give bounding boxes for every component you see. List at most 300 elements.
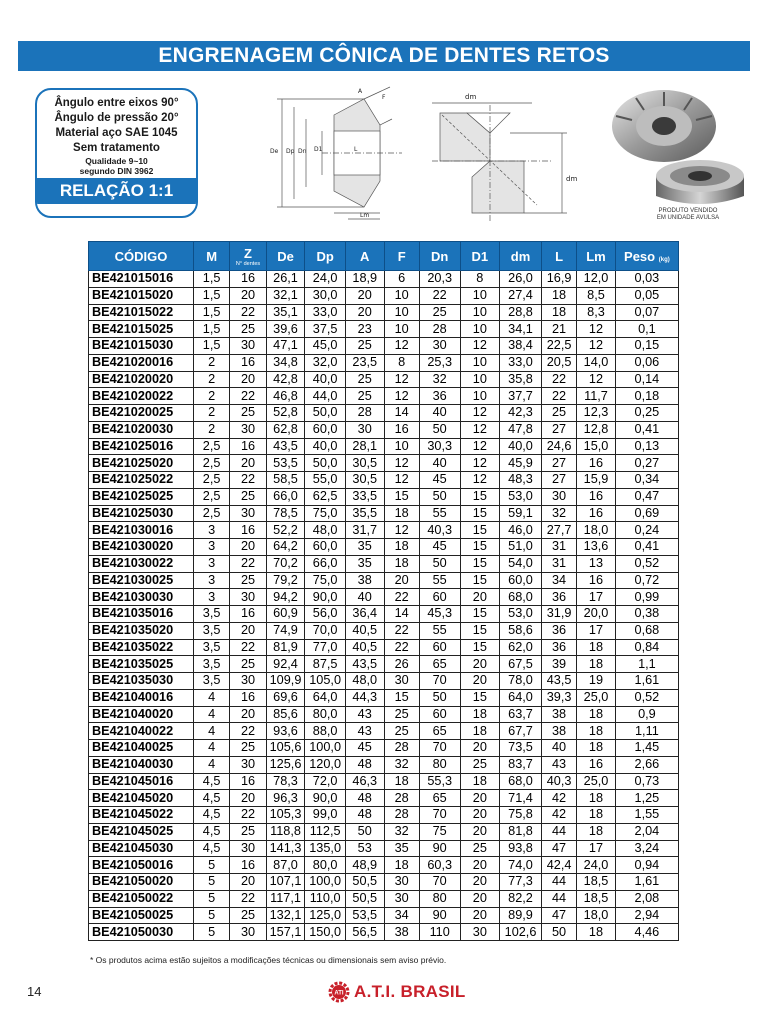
cell-code: BE421020022 bbox=[89, 388, 194, 405]
cell-code: BE421040016 bbox=[89, 689, 194, 706]
cell-value: 24,0 bbox=[577, 857, 616, 874]
cell-value: 1,61 bbox=[615, 673, 678, 690]
cell-value: 74,9 bbox=[266, 622, 305, 639]
cell-value: 55,0 bbox=[305, 472, 346, 489]
cell-value: 22 bbox=[541, 388, 576, 405]
cell-value: 53 bbox=[345, 840, 384, 857]
cell-value: 50,0 bbox=[305, 455, 346, 472]
cell-value: 63,7 bbox=[500, 706, 542, 723]
cell-code: BE421040020 bbox=[89, 706, 194, 723]
cell-value: 28,1 bbox=[345, 438, 384, 455]
cell-value: 25 bbox=[345, 338, 384, 355]
cell-value: 0,25 bbox=[615, 405, 678, 422]
cell-value: 77,3 bbox=[500, 874, 542, 891]
svg-text:ATI: ATI bbox=[334, 990, 344, 997]
label-f: F bbox=[382, 94, 386, 101]
table-row bbox=[89, 790, 679, 807]
table-row bbox=[89, 572, 679, 589]
cell-code: BE421035020 bbox=[89, 622, 194, 639]
cell-value: 18,0 bbox=[577, 907, 616, 924]
cell-value: 15,9 bbox=[577, 472, 616, 489]
cell-value: 46,0 bbox=[500, 522, 542, 539]
cell-value: 38 bbox=[384, 924, 419, 941]
cell-value: 8,3 bbox=[577, 304, 616, 321]
cell-value: 25 bbox=[230, 907, 266, 924]
cell-value: 0,52 bbox=[615, 555, 678, 572]
cell-value: 3,24 bbox=[615, 840, 678, 857]
cell-value: 60 bbox=[419, 589, 460, 606]
cell-code: BE421045025 bbox=[89, 823, 194, 840]
cell-value: 15 bbox=[460, 639, 500, 656]
cell-value: 12,3 bbox=[577, 405, 616, 422]
cell-value: 3,5 bbox=[193, 656, 229, 673]
cell-code: BE421050020 bbox=[89, 874, 194, 891]
cell-value: 0,41 bbox=[615, 539, 678, 556]
header-dp: Dp bbox=[305, 242, 346, 271]
cell-value: 90 bbox=[419, 907, 460, 924]
cell-value: 3 bbox=[193, 589, 229, 606]
cell-value: 64,0 bbox=[305, 689, 346, 706]
cell-value: 96,3 bbox=[266, 790, 305, 807]
table-row bbox=[89, 639, 679, 656]
cell-value: 3,5 bbox=[193, 606, 229, 623]
cell-code: BE421025022 bbox=[89, 472, 194, 489]
cell-value: 75,0 bbox=[305, 505, 346, 522]
cell-value: 18 bbox=[577, 823, 616, 840]
label-d1: D1 bbox=[314, 146, 323, 153]
cell-value: 28 bbox=[345, 405, 384, 422]
cell-value: 66,0 bbox=[266, 488, 305, 505]
table-row bbox=[89, 857, 679, 874]
cell-value: 37,7 bbox=[500, 388, 542, 405]
cell-value: 8,5 bbox=[577, 287, 616, 304]
cell-value: 16 bbox=[230, 689, 266, 706]
cell-value: 46,3 bbox=[345, 773, 384, 790]
cell-value: 77,0 bbox=[305, 639, 346, 656]
cell-value: 59,1 bbox=[500, 505, 542, 522]
cell-code: BE421030022 bbox=[89, 555, 194, 572]
cell-value: 58,5 bbox=[266, 472, 305, 489]
cell-value: 30 bbox=[230, 338, 266, 355]
cell-value: 4,5 bbox=[193, 790, 229, 807]
cell-value: 56,5 bbox=[345, 924, 384, 941]
cell-value: 45 bbox=[345, 740, 384, 757]
cell-value: 42,4 bbox=[541, 857, 576, 874]
label-a: A bbox=[358, 88, 363, 95]
cell-value: 53,0 bbox=[500, 488, 542, 505]
table-row bbox=[89, 287, 679, 304]
cell-value: 20 bbox=[384, 572, 419, 589]
cell-value: 10 bbox=[460, 321, 500, 338]
page-number: 14 bbox=[27, 984, 42, 999]
cell-value: 47 bbox=[541, 907, 576, 924]
cell-value: 80,0 bbox=[305, 706, 346, 723]
cell-value: 109,9 bbox=[266, 673, 305, 690]
cell-value: 48 bbox=[345, 807, 384, 824]
cell-value: 16 bbox=[230, 773, 266, 790]
cell-value: 25,0 bbox=[577, 689, 616, 706]
cell-value: 55 bbox=[419, 622, 460, 639]
cell-value: 18 bbox=[577, 924, 616, 941]
cell-value: 42,8 bbox=[266, 371, 305, 388]
table-row bbox=[89, 823, 679, 840]
cell-value: 27 bbox=[541, 421, 576, 438]
table-row bbox=[89, 472, 679, 489]
header-d1: D1 bbox=[460, 242, 500, 271]
cell-value: 10 bbox=[460, 354, 500, 371]
cell-value: 48,3 bbox=[500, 472, 542, 489]
cell-value: 35 bbox=[384, 840, 419, 857]
cell-value: 22,5 bbox=[541, 338, 576, 355]
cell-value: 1,11 bbox=[615, 723, 678, 740]
cell-value: 42 bbox=[541, 790, 576, 807]
cell-value: 15 bbox=[384, 689, 419, 706]
cell-value: 20 bbox=[230, 371, 266, 388]
header-de: De bbox=[266, 242, 305, 271]
cell-value: 80 bbox=[419, 756, 460, 773]
cell-value: 30 bbox=[230, 924, 266, 941]
cell-value: 62,8 bbox=[266, 421, 305, 438]
cell-value: 18 bbox=[384, 555, 419, 572]
cell-value: 1,45 bbox=[615, 740, 678, 757]
cell-value: 0,99 bbox=[615, 589, 678, 606]
header-dn: Dn bbox=[419, 242, 460, 271]
table-row bbox=[89, 338, 679, 355]
cell-value: 18 bbox=[460, 723, 500, 740]
cell-value: 70 bbox=[419, 740, 460, 757]
spec-quality: Qualidade 9~10 bbox=[85, 156, 148, 166]
cell-value: 157,1 bbox=[266, 924, 305, 941]
cell-value: 20 bbox=[460, 656, 500, 673]
cell-value: 4 bbox=[193, 689, 229, 706]
cell-value: 12 bbox=[577, 321, 616, 338]
cell-value: 25,3 bbox=[419, 354, 460, 371]
cell-value: 15 bbox=[460, 505, 500, 522]
cell-value: 36 bbox=[541, 589, 576, 606]
cell-value: 27,7 bbox=[541, 522, 576, 539]
cell-value: 40,0 bbox=[305, 371, 346, 388]
cell-value: 22 bbox=[384, 622, 419, 639]
cell-value: 16 bbox=[577, 505, 616, 522]
table-row bbox=[89, 622, 679, 639]
cell-value: 35,1 bbox=[266, 304, 305, 321]
cell-value: 30 bbox=[541, 488, 576, 505]
cell-value: 93,6 bbox=[266, 723, 305, 740]
cell-value: 12 bbox=[460, 405, 500, 422]
cell-value: 31 bbox=[541, 555, 576, 572]
cell-value: 27 bbox=[541, 455, 576, 472]
cell-value: 43,5 bbox=[266, 438, 305, 455]
cell-value: 20 bbox=[460, 589, 500, 606]
table-row bbox=[89, 421, 679, 438]
cell-value: 125,0 bbox=[305, 907, 346, 924]
cell-value: 1,55 bbox=[615, 807, 678, 824]
table-row bbox=[89, 271, 679, 288]
cell-value: 85,6 bbox=[266, 706, 305, 723]
cell-code: BE421035025 bbox=[89, 656, 194, 673]
cell-code: BE421020025 bbox=[89, 405, 194, 422]
cell-code: BE421030020 bbox=[89, 539, 194, 556]
cell-value: 30 bbox=[384, 890, 419, 907]
cell-value: 12 bbox=[384, 472, 419, 489]
cell-value: 0,06 bbox=[615, 354, 678, 371]
cell-value: 75,8 bbox=[500, 807, 542, 824]
cell-value: 28,8 bbox=[500, 304, 542, 321]
cell-value: 3 bbox=[193, 555, 229, 572]
cell-value: 102,6 bbox=[500, 924, 542, 941]
cell-value: 50,5 bbox=[345, 890, 384, 907]
cell-code: BE421020016 bbox=[89, 354, 194, 371]
cell-value: 18,0 bbox=[577, 522, 616, 539]
table-row bbox=[89, 522, 679, 539]
cell-value: 33,0 bbox=[305, 304, 346, 321]
cell-value: 68,0 bbox=[500, 589, 542, 606]
table-body bbox=[89, 271, 679, 941]
cell-code: BE421040022 bbox=[89, 723, 194, 740]
cell-value: 32,1 bbox=[266, 287, 305, 304]
table-row bbox=[89, 706, 679, 723]
cell-value: 32,0 bbox=[305, 354, 346, 371]
cell-value: 36 bbox=[419, 388, 460, 405]
cell-value: 16 bbox=[230, 522, 266, 539]
cell-value: 20 bbox=[460, 907, 500, 924]
spec-box bbox=[35, 88, 198, 218]
cell-value: 74,0 bbox=[500, 857, 542, 874]
cell-value: 20 bbox=[460, 790, 500, 807]
cell-value: 24,6 bbox=[541, 438, 576, 455]
cell-value: 22 bbox=[230, 472, 266, 489]
table-row bbox=[89, 656, 679, 673]
spec-standard: segundo DIN 3962 bbox=[79, 166, 154, 176]
cell-value: 68,0 bbox=[500, 773, 542, 790]
cell-value: 25 bbox=[230, 488, 266, 505]
cell-value: 22 bbox=[230, 890, 266, 907]
cell-value: 118,8 bbox=[266, 823, 305, 840]
table-row bbox=[89, 555, 679, 572]
cell-value: 110,0 bbox=[305, 890, 346, 907]
cell-value: 5 bbox=[193, 890, 229, 907]
cell-value: 25 bbox=[384, 723, 419, 740]
cell-value: 60,0 bbox=[500, 572, 542, 589]
cell-value: 25 bbox=[541, 405, 576, 422]
header-lm: Lm bbox=[577, 242, 616, 271]
cell-value: 1,1 bbox=[615, 656, 678, 673]
cell-value: 34,1 bbox=[500, 321, 542, 338]
cell-value: 10 bbox=[460, 287, 500, 304]
cell-value: 56,0 bbox=[305, 606, 346, 623]
cell-value: 67,5 bbox=[500, 656, 542, 673]
cell-value: 46,8 bbox=[266, 388, 305, 405]
cell-value: 16 bbox=[230, 438, 266, 455]
cell-value: 2,5 bbox=[193, 438, 229, 455]
cell-value: 1,5 bbox=[193, 271, 229, 288]
logo-text: A.T.I. BRASIL bbox=[354, 982, 466, 1001]
cell-value: 10 bbox=[460, 371, 500, 388]
table-header-row bbox=[89, 242, 679, 271]
cell-value: 25 bbox=[230, 740, 266, 757]
spec-pressure-angle: Ângulo de pressão 20° bbox=[54, 112, 179, 124]
cell-value: 58,6 bbox=[500, 622, 542, 639]
cell-value: 62,0 bbox=[500, 639, 542, 656]
cell-value: 70 bbox=[419, 673, 460, 690]
cell-value: 45,3 bbox=[419, 606, 460, 623]
cell-value: 10 bbox=[384, 321, 419, 338]
cell-value: 132,1 bbox=[266, 907, 305, 924]
header-z: Z N° dentes bbox=[230, 242, 266, 271]
table-row bbox=[89, 840, 679, 857]
spec-shaft-angle: Ângulo entre eixos 90° bbox=[54, 97, 179, 109]
cell-value: 88,0 bbox=[305, 723, 346, 740]
cell-value: 45,0 bbox=[305, 338, 346, 355]
cell-value: 2,94 bbox=[615, 907, 678, 924]
cell-value: 10 bbox=[384, 438, 419, 455]
cell-code: BE421050016 bbox=[89, 857, 194, 874]
cell-value: 20 bbox=[230, 622, 266, 639]
label-lm: Lm bbox=[360, 212, 370, 219]
cell-value: 48,0 bbox=[345, 673, 384, 690]
cell-value: 28 bbox=[384, 790, 419, 807]
photo-caption: PRODUTO VENDIDO EM UNIDADE AVULSA bbox=[656, 208, 720, 221]
cell-value: 12 bbox=[384, 371, 419, 388]
cell-value: 14 bbox=[384, 405, 419, 422]
cell-value: 30,5 bbox=[345, 455, 384, 472]
cell-value: 10 bbox=[460, 388, 500, 405]
cell-code: BE421030030 bbox=[89, 589, 194, 606]
cell-value: 52,2 bbox=[266, 522, 305, 539]
cell-value: 20 bbox=[460, 673, 500, 690]
cell-value: 33,5 bbox=[345, 488, 384, 505]
cell-value: 44 bbox=[541, 890, 576, 907]
cell-value: 3 bbox=[193, 572, 229, 589]
cell-value: 18 bbox=[541, 287, 576, 304]
cell-value: 21 bbox=[541, 321, 576, 338]
table-row bbox=[89, 505, 679, 522]
cell-value: 90,0 bbox=[305, 790, 346, 807]
cell-value: 12 bbox=[460, 438, 500, 455]
cell-value: 105,0 bbox=[305, 673, 346, 690]
cell-value: 72,0 bbox=[305, 773, 346, 790]
cell-value: 47,8 bbox=[500, 421, 542, 438]
cell-value: 53,5 bbox=[266, 455, 305, 472]
cell-value: 19 bbox=[577, 673, 616, 690]
cell-value: 16 bbox=[230, 857, 266, 874]
cell-code: BE421050022 bbox=[89, 890, 194, 907]
cell-value: 0,07 bbox=[615, 304, 678, 321]
cell-value: 40,0 bbox=[305, 438, 346, 455]
cell-value: 48 bbox=[345, 790, 384, 807]
cell-value: 78,0 bbox=[500, 673, 542, 690]
cell-value: 36,4 bbox=[345, 606, 384, 623]
table-row bbox=[89, 874, 679, 891]
cell-value: 16,9 bbox=[541, 271, 576, 288]
cell-code: BE421040025 bbox=[89, 740, 194, 757]
cell-value: 1,5 bbox=[193, 338, 229, 355]
label-de: De bbox=[270, 148, 279, 155]
cell-value: 78,5 bbox=[266, 505, 305, 522]
cell-value: 25 bbox=[460, 756, 500, 773]
cell-value: 105,3 bbox=[266, 807, 305, 824]
cell-value: 100,0 bbox=[305, 874, 346, 891]
cell-value: 31 bbox=[541, 539, 576, 556]
cell-value: 25 bbox=[345, 388, 384, 405]
cell-value: 31,9 bbox=[541, 606, 576, 623]
cell-value: 4 bbox=[193, 756, 229, 773]
cell-value: 1,61 bbox=[615, 874, 678, 891]
cell-value: 64,0 bbox=[500, 689, 542, 706]
cell-value: 20 bbox=[345, 304, 384, 321]
cell-value: 25 bbox=[384, 706, 419, 723]
cell-value: 18 bbox=[460, 773, 500, 790]
cell-value: 27,4 bbox=[500, 287, 542, 304]
cell-value: 15 bbox=[384, 488, 419, 505]
cell-value: 40,0 bbox=[500, 438, 542, 455]
cell-value: 28 bbox=[419, 321, 460, 338]
cell-value: 26,1 bbox=[266, 271, 305, 288]
cell-value: 12 bbox=[577, 338, 616, 355]
label-dp: Dp bbox=[286, 148, 295, 155]
cell-value: 53,0 bbox=[500, 606, 542, 623]
cell-value: 55,3 bbox=[419, 773, 460, 790]
cell-value: 47,1 bbox=[266, 338, 305, 355]
cell-value: 5 bbox=[193, 924, 229, 941]
cell-value: 36 bbox=[541, 622, 576, 639]
cell-value: 2,5 bbox=[193, 488, 229, 505]
cell-value: 12 bbox=[384, 388, 419, 405]
cell-value: 52,8 bbox=[266, 405, 305, 422]
table-row bbox=[89, 405, 679, 422]
cell-value: 22 bbox=[230, 304, 266, 321]
cell-value: 22 bbox=[419, 287, 460, 304]
cell-code: BE421025025 bbox=[89, 488, 194, 505]
cell-value: 35,8 bbox=[500, 371, 542, 388]
label-dm-top: dm bbox=[465, 93, 477, 101]
cell-value: 30 bbox=[230, 756, 266, 773]
cell-value: 17 bbox=[577, 589, 616, 606]
cell-value: 50 bbox=[419, 488, 460, 505]
cell-value: 16 bbox=[577, 572, 616, 589]
cell-value: 60,9 bbox=[266, 606, 305, 623]
cell-value: 1,5 bbox=[193, 321, 229, 338]
cell-value: 20,5 bbox=[541, 354, 576, 371]
cell-value: 43 bbox=[541, 756, 576, 773]
cell-value: 5 bbox=[193, 874, 229, 891]
cell-value: 2,04 bbox=[615, 823, 678, 840]
cell-value: 0,13 bbox=[615, 438, 678, 455]
cell-value: 4,5 bbox=[193, 773, 229, 790]
cell-value: 12 bbox=[577, 371, 616, 388]
cell-value: 60 bbox=[419, 639, 460, 656]
cell-value: 69,6 bbox=[266, 689, 305, 706]
cell-value: 78,3 bbox=[266, 773, 305, 790]
cell-value: 0,52 bbox=[615, 689, 678, 706]
cell-value: 3,5 bbox=[193, 673, 229, 690]
cell-value: 2 bbox=[193, 388, 229, 405]
cell-value: 5 bbox=[193, 907, 229, 924]
cell-value: 34 bbox=[384, 907, 419, 924]
cell-value: 45 bbox=[419, 539, 460, 556]
cell-value: 70 bbox=[419, 807, 460, 824]
table-row bbox=[89, 354, 679, 371]
header-peso: Peso (kg) bbox=[615, 242, 678, 271]
cell-value: 2 bbox=[193, 354, 229, 371]
cell-value: 18 bbox=[541, 304, 576, 321]
spec-material: Material aço SAE 1045 bbox=[55, 127, 178, 139]
cell-value: 20 bbox=[460, 890, 500, 907]
cell-value: 3,5 bbox=[193, 622, 229, 639]
cell-value: 50,5 bbox=[345, 874, 384, 891]
cell-value: 107,1 bbox=[266, 874, 305, 891]
cell-value: 18 bbox=[460, 706, 500, 723]
